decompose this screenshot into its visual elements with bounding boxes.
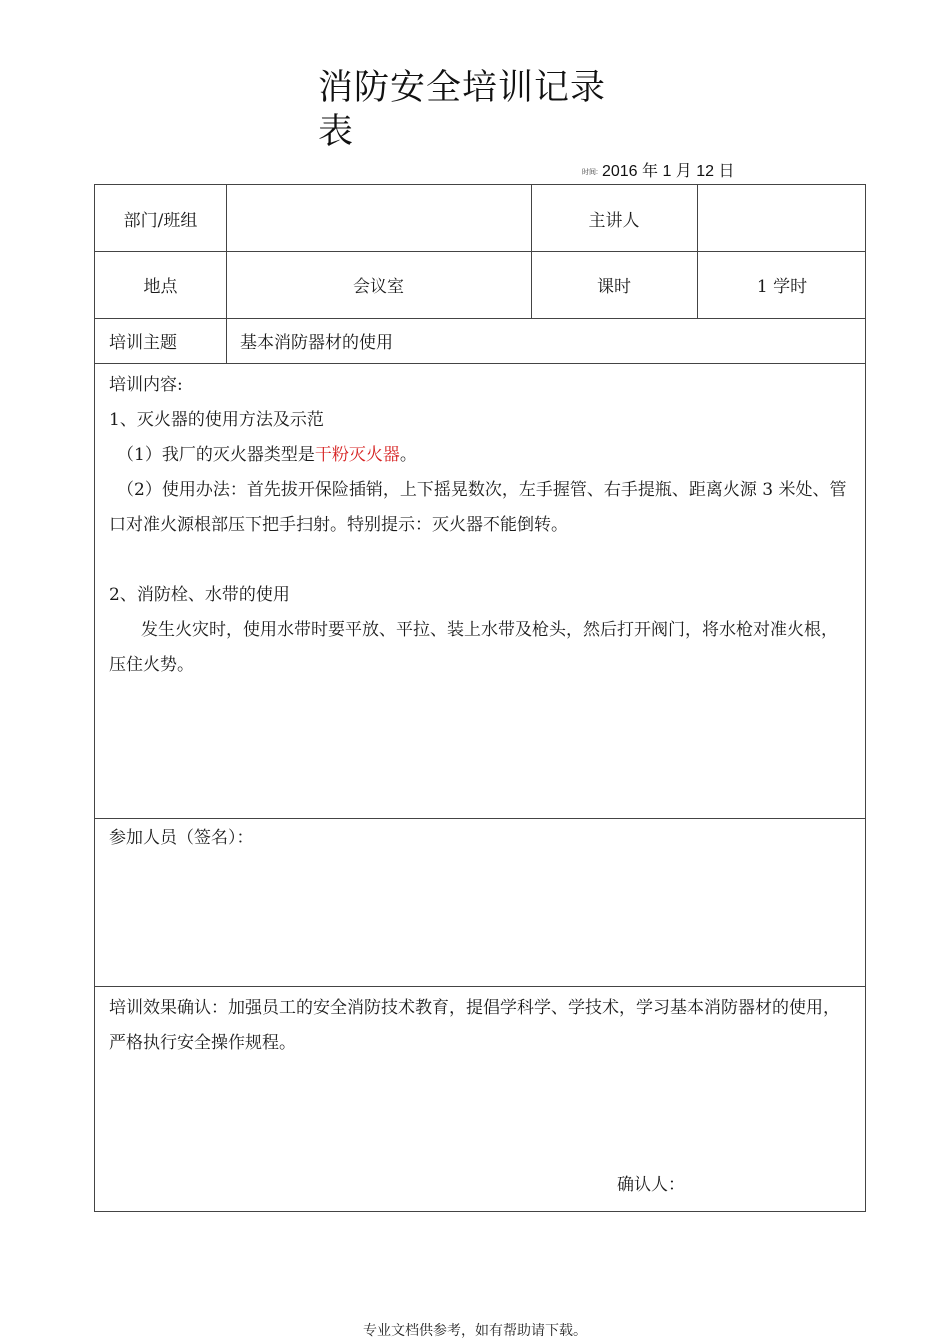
extinguisher-type-prefix: （1）我厂的灭火器类型是	[117, 445, 315, 465]
topic-value: 基本消防器材的使用	[240, 333, 393, 353]
hours-value: 1 学时	[756, 277, 808, 297]
department-value	[226, 185, 531, 251]
section-2-paragraph-1: 发生火灾时，使用水带时要平放、平拉、装上水带及枪头，然后打开阀门，将水枪对准火根，压住火势。	[109, 620, 838, 675]
record-date	[582, 158, 734, 181]
section-1-paragraph-1	[109, 438, 853, 473]
section-1-title: 1、灭火器的使用方法及示范	[109, 410, 324, 430]
page-footer: 专业文档供参考，如有帮助请下载。	[363, 1323, 587, 1339]
location-value: 会议室	[353, 277, 404, 297]
hours-label: 课时	[597, 277, 631, 297]
extinguisher-type-suffix: 。	[399, 445, 417, 465]
lecturer-value	[697, 185, 867, 251]
effect-text: 培训效果确认：加强员工的安全消防技术教育，提倡学科学、学技术，学习基本消防器材的使用，严格执行安全操作规程。	[109, 998, 840, 1053]
date-prefix: 时间:	[582, 168, 598, 176]
section-1-paragraph-2: （2）使用办法：首先拔开保险插销，上下摇晃数次，左手握管、右手提瓶、距离火源 3 米处、管口对准火源根部压下把手扫射。特别提示：灭火器不能倒转。	[109, 480, 847, 535]
participants-label: 参加人员（签名）：	[109, 828, 254, 848]
location-label: 地点	[143, 277, 178, 297]
topic-label: 培训主题	[109, 333, 177, 353]
content-heading: 培训内容:	[109, 375, 183, 395]
section-2-title: 2、消防栓、水带的使用	[109, 585, 290, 605]
participants-section	[109, 821, 853, 856]
extinguisher-type-highlight: 干粉灭火器	[314, 445, 400, 465]
row-divider	[95, 318, 865, 319]
blank-line	[109, 543, 853, 578]
confirmer-label: 确认人：	[617, 1175, 685, 1195]
lecturer-label: 主讲人	[588, 210, 640, 231]
page-title: 消防安全培训记录表	[318, 68, 607, 152]
row-divider	[95, 363, 865, 364]
row-divider	[95, 818, 865, 819]
training-content	[109, 368, 853, 683]
effect-section	[109, 991, 853, 1061]
date-value: 2016 年 1 月 12 日	[601, 163, 735, 180]
row-divider	[95, 986, 865, 987]
training-record-table	[94, 184, 866, 1212]
department-label: 部门/班组	[123, 210, 198, 231]
